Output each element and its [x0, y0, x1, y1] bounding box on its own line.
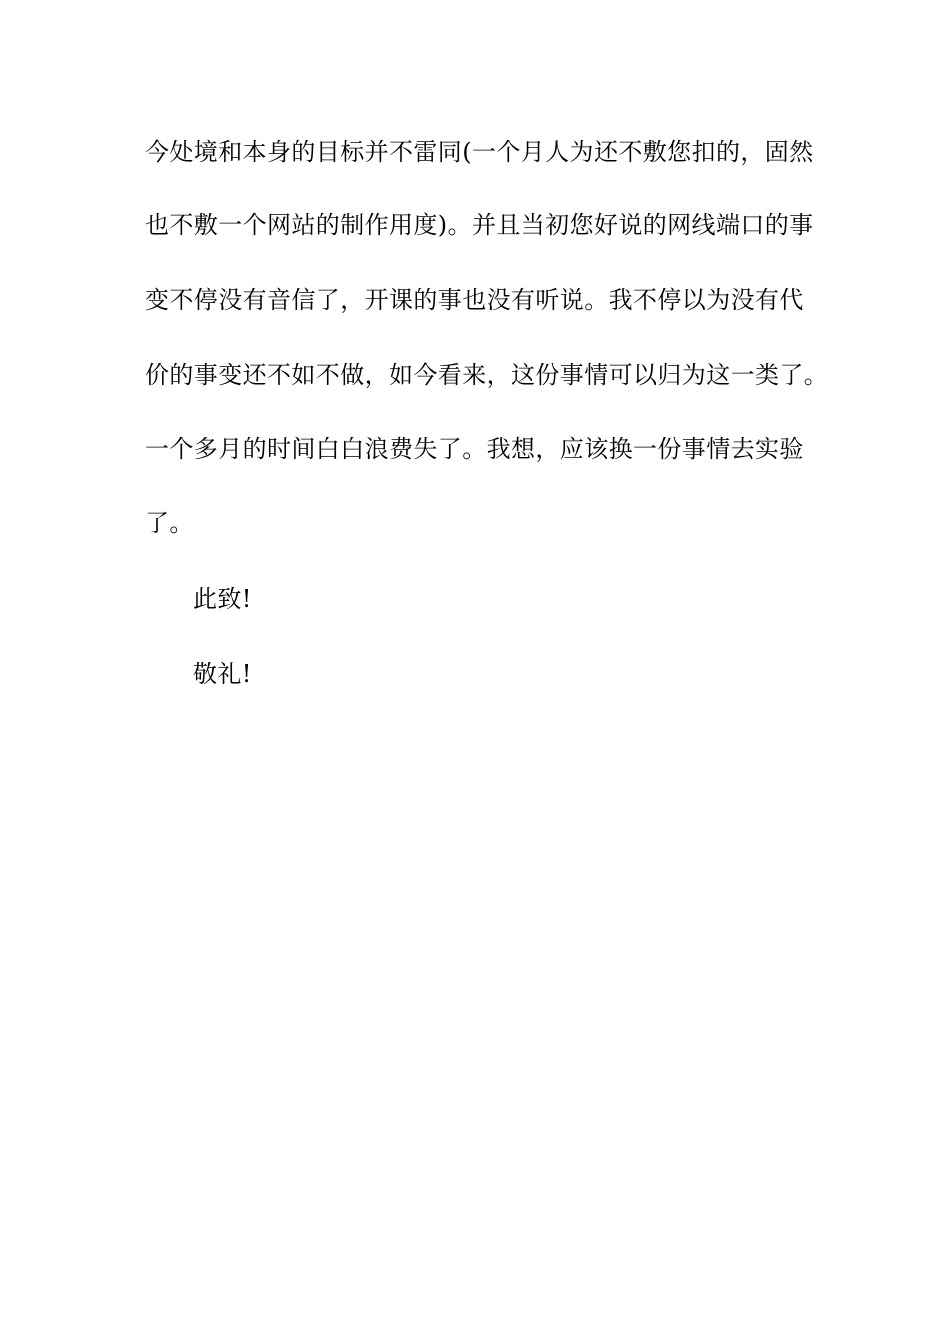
closing-regards: 敬礼! — [193, 660, 252, 688]
body-text-line: 一个多月的时间白白浪费失了。我想，应该换一份事情去实验 — [145, 435, 804, 463]
closing-salutation: 此致! — [193, 585, 252, 613]
body-text-line: 价的事变还不如不做，如今看来，这份事情可以归为这一类了。 — [145, 361, 829, 389]
body-text-line: 了。 — [145, 509, 194, 537]
body-text-line: 也不敷一个网站的制作用度)。并且当初您好说的网线端口的事 — [145, 211, 814, 239]
body-text-line: 今处境和本身的目标并不雷同(一个月人为还不敷您扣的，固然 — [145, 138, 814, 166]
body-text-line: 变不停没有音信了，开课的事也没有听说。我不停以为没有代 — [145, 286, 804, 314]
